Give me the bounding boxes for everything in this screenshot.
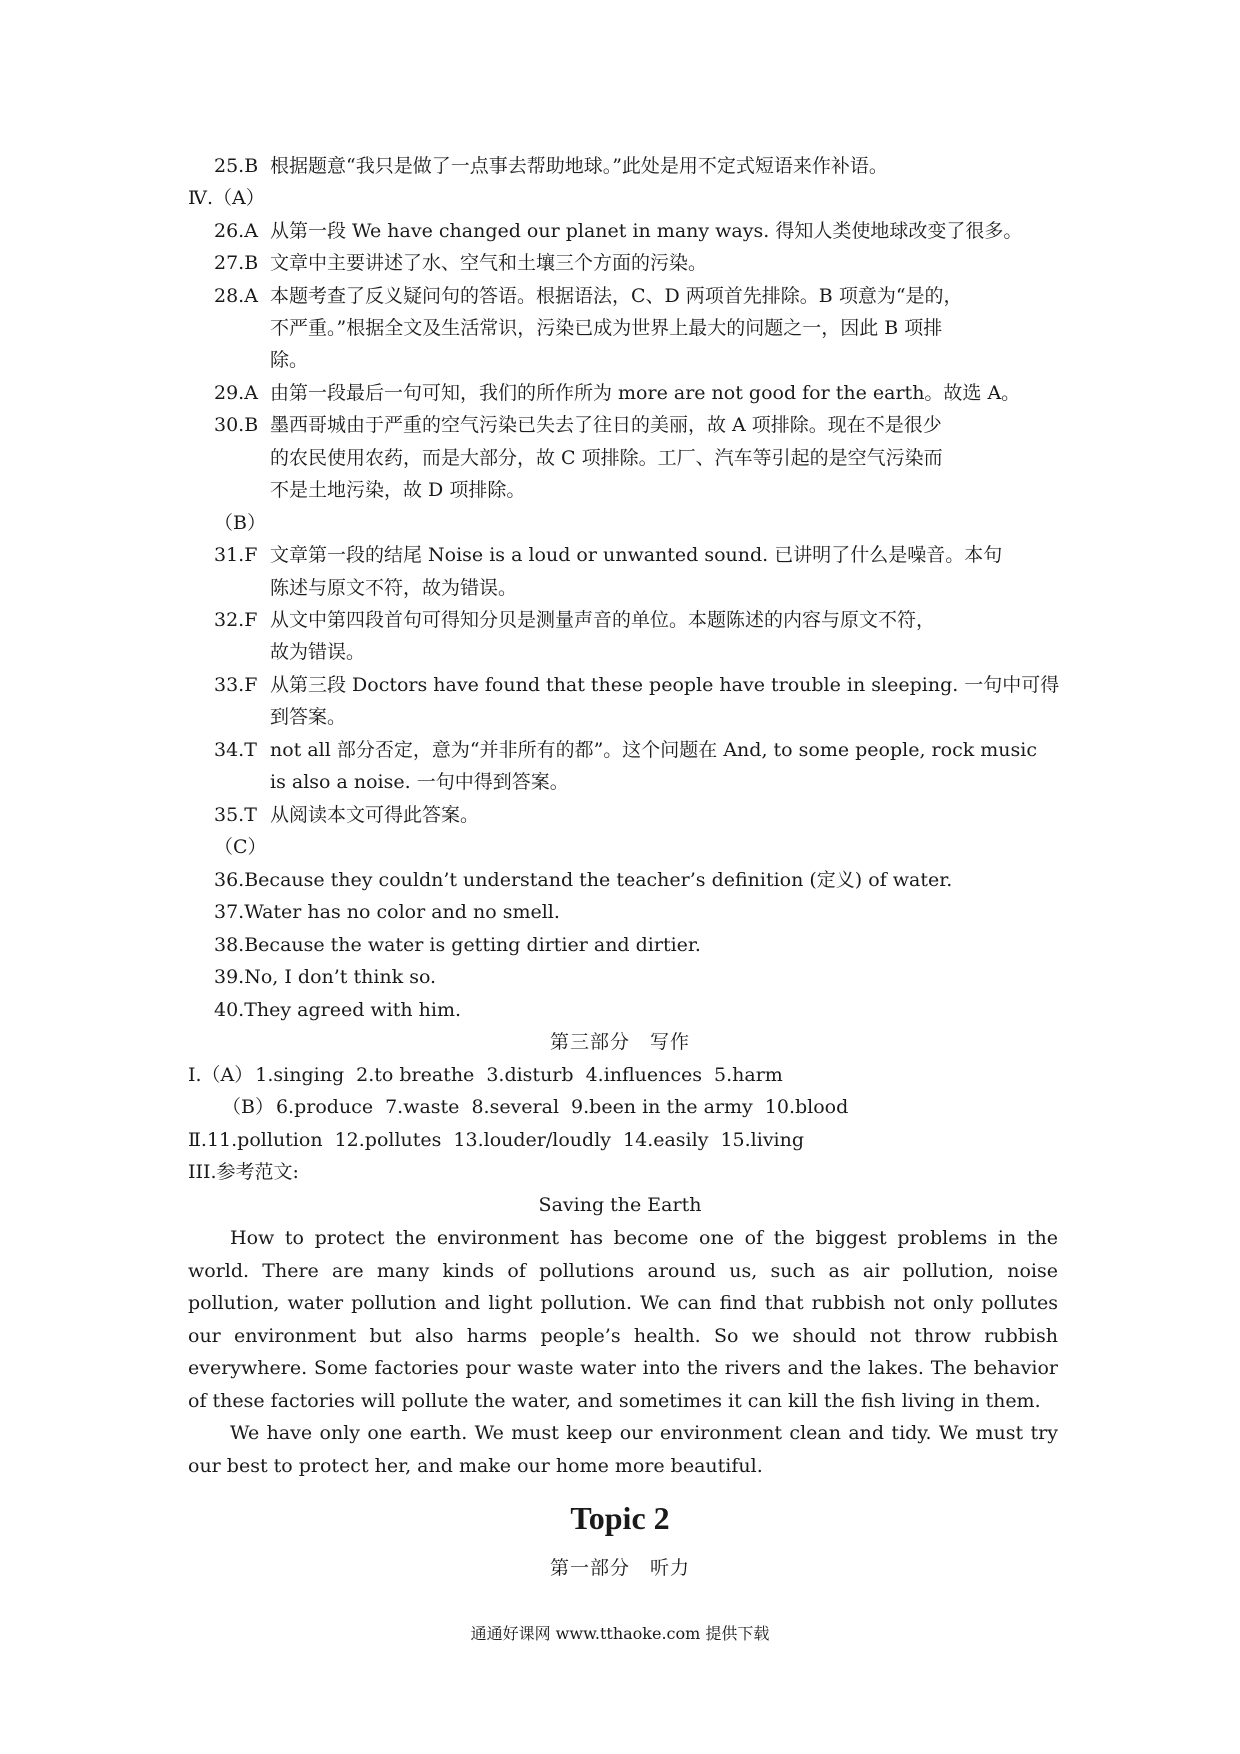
answer-40: 40.They agreed with him. [214,999,462,1021]
answer-item: 9.been in the army [571,1096,753,1118]
answer-explanation-line: 除。 [270,349,309,371]
answer-item: 10.blood [764,1096,849,1118]
page-footer: 通通好课网 www.tthaoke.com 提供下载 [470,1624,770,1643]
part3-heading: 第三部分 写作 [549,1031,690,1053]
answer-explanation-line: 故为错误。 [270,641,366,663]
answer-explanation-line: 陈述与原文不符，故为错误。 [270,577,518,599]
answer-explanation: 文章中主要讲述了水、空气和土壤三个方面的污染。 [270,252,708,274]
answer-30 [214,411,942,439]
answer-item: 1.singing [255,1064,345,1086]
answer-38: 38.Because the water is getting dirtier and dirtier. [214,934,701,956]
writing-ii-row [188,1126,816,1154]
answer-explanation: 根据题意“我只是做了一点事去帮助地球。”此处是用不定式短语来作补语。 [270,155,888,177]
section-c-label: （C） [214,836,267,858]
answer-explanation-line: 从文中第四段首句可得知分贝是测量声音的单位。本题陈述的内容与原文不符， [270,609,936,631]
answer-34 [214,736,1037,764]
answer-item: 6.produce [275,1096,374,1118]
answer-25 [214,152,888,180]
answer-item: 7.waste [385,1096,460,1118]
answer-26 [214,217,1022,245]
answer-explanation: 从阅读本文可得此答案。 [270,804,480,826]
answer-27 [214,249,707,277]
answer-35 [214,801,479,829]
answer-32 [214,606,935,634]
answer-33 [214,671,1059,699]
answer-28 [214,282,963,310]
answer-39: 39.No, I don’t think so. [214,966,437,988]
row-label: （B） [222,1096,274,1118]
answer-36: 36.Because they couldn’t understand the teacher’s definition (定义) of water. [214,869,953,891]
answer-item: 5.harm [714,1064,783,1086]
essay-body [188,1222,1058,1482]
answer-item: 2.to breathe [356,1064,475,1086]
answer-item: 14.easily [623,1129,709,1151]
row-label: Ⅱ. [188,1129,207,1151]
answer-explanation: 从第一段 We have changed our planet in many ways. 得知人类使地球改变了很多。 [270,220,1023,242]
section-iv-a-label: Ⅳ.（A） [188,187,265,209]
writing-i-a-row [188,1061,795,1089]
answer-number: 29.A [214,382,258,404]
writing-i-b-row [222,1093,860,1121]
row-label: Ⅰ.（A） [188,1064,254,1086]
essay-paragraph: We have only one earth. We must keep our environment clean and tidy. We must try our best to protect her, and make our home more beautiful. [188,1422,1058,1477]
topic-title: Topic 2 [570,1500,670,1536]
essay-paragraph: How to protect the environment has become one of the biggest problems in the world. There are many kinds of pollutions around us, such as air pollution, noise pollution, water pollution and light pollution. We can find that rubbish not only pollutes our environment but also harms people’s health. So we should not throw rubbish everywhere. Some factories pour waste water into the rivers and the lakes. The behavior of these factories will pollute the water, and sometimes it can kill the fish living in them. [188,1227,1058,1412]
answer-explanation-line: 不是土地污染，故 D 项排除。 [270,479,526,501]
answer-item: 3.disturb [486,1064,574,1086]
answer-number: 26.A [214,220,258,242]
answer-29 [214,379,1020,407]
answer-number: 35.T [214,804,257,826]
answer-number: 33.F [214,674,258,696]
answer-number: 34.T [214,739,257,761]
answer-item: 4.influences [585,1064,703,1086]
part1-heading: 第一部分 听力 [549,1557,690,1579]
answer-explanation: 由第一段最后一句可知，我们的所作所为 more are not good for the earth。故选 A。 [270,382,1021,404]
answer-explanation-line: 不严重。”根据全文及生活常识，污染已成为世界上最大的问题之一，因此 B 项排 [270,317,943,339]
answer-item: 13.louder/loudly [453,1129,612,1151]
answer-number: 31.F [214,544,258,566]
answer-explanation-line: 墨西哥城由于严重的空气污染已失去了往日的美丽，故 A 项排除。现在不是很少 [270,414,942,436]
answer-explanation-line: is also a noise. 一句中得到答案。 [270,771,569,793]
answer-item: 15.living [720,1129,805,1151]
answer-item: 8.several [471,1096,560,1118]
answer-item: 11.pollution [206,1129,323,1151]
answer-number: 32.F [214,609,258,631]
section-b-label: （B） [214,512,266,534]
answer-explanation-line: 文章第一段的结尾 Noise is a loud or unwanted sound. 已讲明了什么是噪音。本句 [270,544,1003,566]
writing-iii-label: III.参考范文: [188,1161,299,1183]
answer-number: 27.B [214,252,259,274]
answer-explanation-line: 从第三段 Doctors have found that these people have trouble in sleeping. 一句中可得 [270,674,1060,696]
essay-title: Saving the Earth [538,1194,702,1216]
answer-explanation-line: 的农民使用农药，而是大部分，故 C 项排除。工厂、汽车等引起的是空气污染而 [270,447,943,469]
answer-number: 28.A [214,285,258,307]
answer-31 [214,541,1002,569]
answer-37: 37.Water has no color and no smell. [214,901,560,923]
answer-item: 12.pollutes [334,1129,442,1151]
answer-explanation-line: not all 部分否定，意为“并非所有的都”。这个问题在 And, to some people, rock music [270,739,1037,761]
answer-number: 25.B [214,155,259,177]
answer-number: 30.B [214,414,259,436]
answer-explanation-line: 本题考查了反义疑问句的答语。根据语法，C、D 两项首先排除。B 项意为“是的， [270,285,963,307]
answer-explanation-line: 到答案。 [270,706,347,728]
